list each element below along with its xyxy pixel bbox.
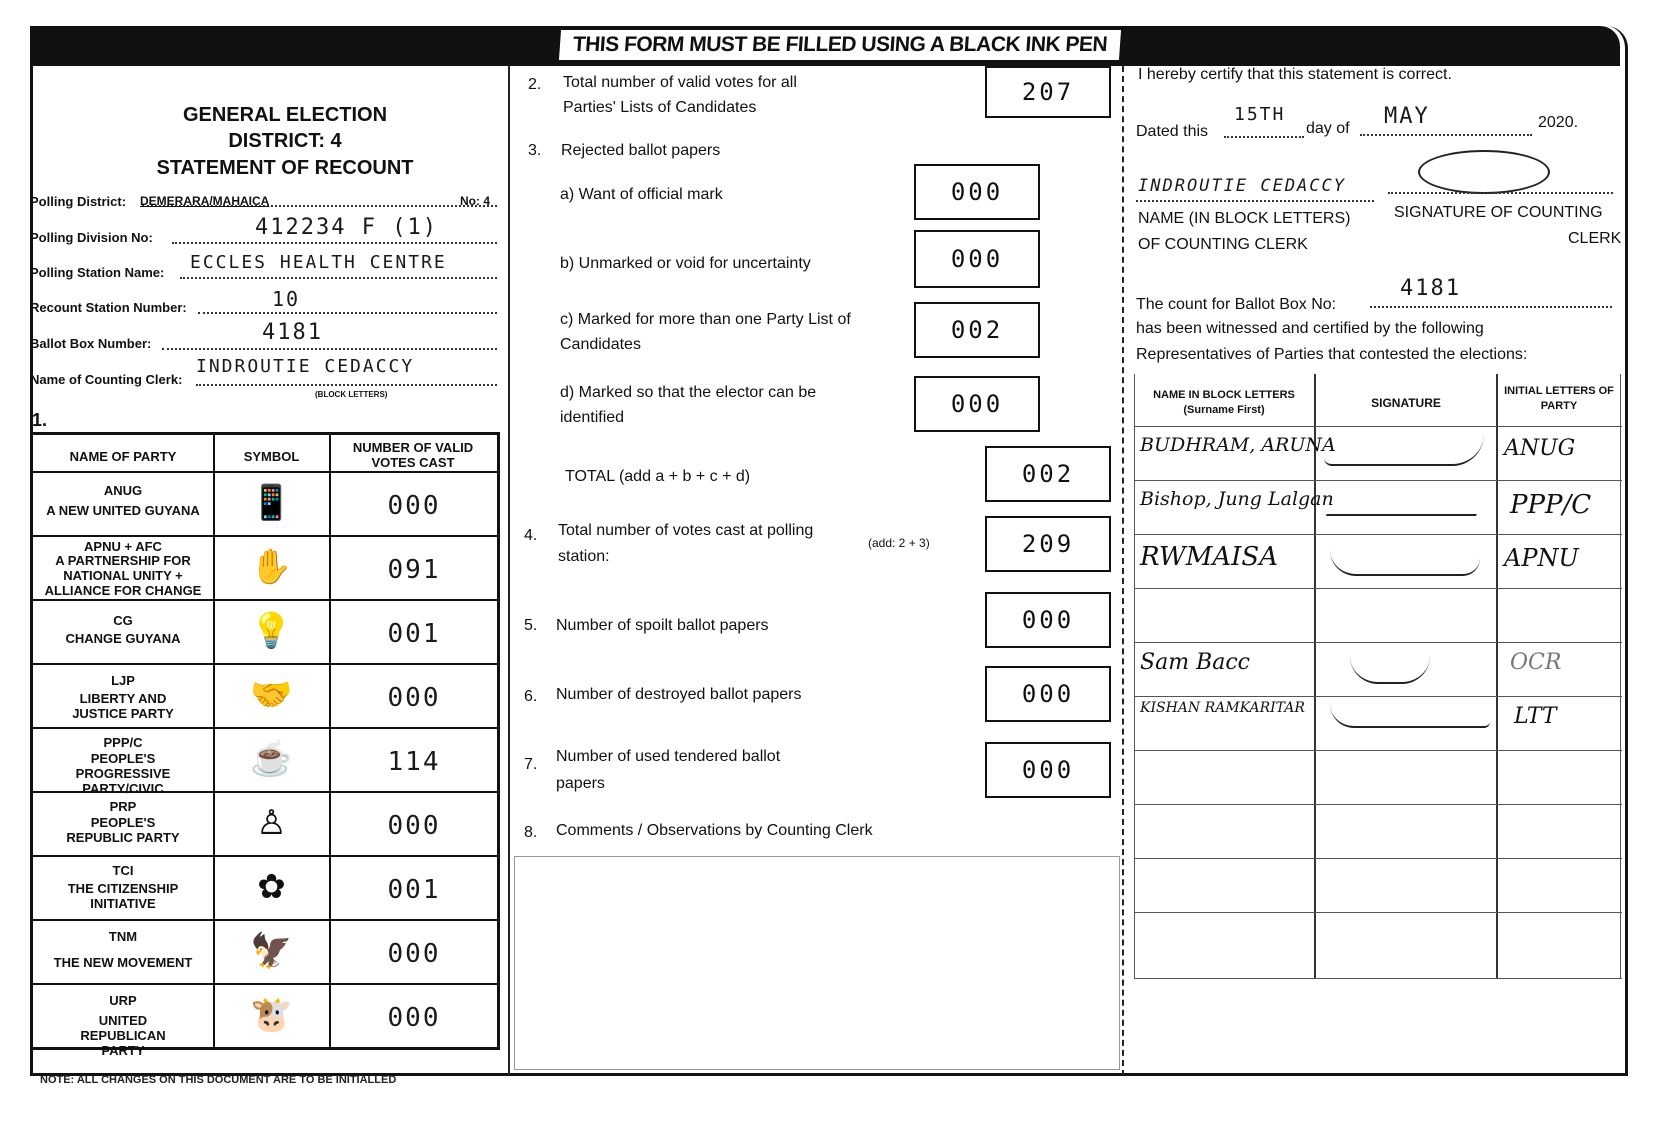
recount-station-value: 10 [272,287,301,311]
certify-text: I hereby certify that this statement is correct. [1138,66,1452,83]
party-abbr: ANUG [103,483,143,498]
rep-party: PPP/C [1510,490,1592,520]
q3a-text: a) Want of official mark [560,186,723,203]
party-header-votes: NUMBER OF VALID VOTES CAST [352,440,474,470]
rep-row-line [1134,642,1622,643]
count-for-label: The count for Ballot Box No: [1136,296,1337,313]
rep-row-line [1134,480,1622,481]
party-votes: 114 [387,747,441,777]
q2-number: 2. [528,76,542,93]
recount-station-line [198,312,497,314]
ballot-box-line [162,348,497,350]
party-votes: 001 [387,619,441,649]
q4-text-b: station: [558,548,610,565]
month-value: MAY [1384,104,1430,129]
q3c-text-b: Candidates [560,336,641,353]
party-abbr: PRP [109,799,137,814]
q4-add-note: (add: 2 + 3) [868,536,930,550]
party-votes: 000 [387,491,441,521]
rep-col-3 [1620,374,1621,979]
party-votes: 000 [387,683,441,713]
party-name: UNITED REPUBLICAN PARTY [80,1013,166,1058]
q7-text-a: Number of used tendered ballot [556,748,781,765]
total-label: TOTAL (add a + b + c + d) [565,468,751,485]
q6-value-box: 000 [985,666,1111,722]
handshake-icon: 🤝 [250,676,293,714]
rep-row-line [1134,696,1622,697]
party-row [33,791,497,855]
sig-label-b: CLERK [1568,230,1622,247]
q3c-text-a: c) Marked for more than one Party List of [560,311,851,328]
rep-row-line [1134,804,1622,805]
clerk-value: INDROUTIE CEDACCY [196,356,415,377]
hand-icon: ✋ [250,548,293,586]
cow-icon: 🐮 [250,996,293,1034]
q4-number: 4. [524,527,538,544]
q3a-value-box: 000 [914,164,1040,220]
clerk-signature-line [1388,192,1613,194]
block-letters-note: (BLOCK LETTERS) [315,390,388,399]
sig-label-a: SIGNATURE OF COUNTING [1394,204,1603,221]
q7-value-box: 000 [985,742,1111,798]
q5-text: Number of spoilt ballot papers [556,617,769,634]
polling-division-label: Polling Division No: [30,230,153,245]
party-name: THE CITIZENSHIP INITIATIVE [67,881,179,911]
party-votes: 001 [387,875,441,905]
q2-text-a: Total number of valid votes for all [563,74,797,91]
party-row [33,919,497,983]
rep-row-line [1134,588,1622,589]
polling-station-value: ECCLES HEALTH CENTRE [190,252,447,273]
divider-left [508,66,510,1076]
rep-row-line [1134,912,1622,913]
total-value-box: 002 [985,446,1111,502]
q3c-value-box: 002 [914,302,1040,358]
party-abbr: PPP/C [103,735,143,750]
rep-header-party: INITIAL LETTERS OF PARTY [1504,385,1614,412]
clerk-name-line [1136,200,1374,202]
party-row [33,855,497,919]
q3-text: Rejected ballot papers [561,142,721,159]
rep-row-line [1134,426,1622,427]
header-line1: GENERAL ELECTION [182,104,388,126]
party-table [30,432,500,1058]
rep-row-line [1134,750,1622,751]
party-abbr: TCI [112,863,134,878]
party-abbr: URP [109,993,137,1008]
divider-right [1122,66,1126,1076]
q5-value-box: 000 [985,592,1111,648]
clerk-label: Name of Counting Clerk: [30,372,183,387]
polling-division-line [172,242,497,244]
rep-signature-mark [1326,494,1484,516]
rep-party: OCR [1510,650,1562,675]
day-line [1224,136,1304,138]
rep-signature-mark [1350,656,1430,684]
month-line [1360,134,1532,136]
rep-name: BUDHRAM, ARUNA [1140,434,1336,456]
q7-text-b: papers [556,775,605,792]
party-row [33,983,497,1058]
rep-signature-mark [1330,704,1490,728]
party-row [33,471,497,535]
recount-station-label: Recount Station Number: [30,300,187,315]
rep-name: Sam Bacc [1140,650,1250,675]
polling-district-label: Polling District: [30,194,127,209]
comments-box [514,856,1120,1070]
day-value: 15TH [1234,104,1286,125]
year-text: 2020. [1538,114,1579,131]
q4-text-a: Total number of votes cast at polling [558,522,814,539]
q3d-text-a: d) Marked so that the elector can be [560,384,817,401]
rep-name: RWMAISA [1140,542,1278,572]
phone-icon: 📱 [250,484,293,522]
rep-col-2 [1496,374,1498,979]
rep-row-line [1134,858,1622,859]
q3-number: 3. [528,142,542,159]
cup-icon: ☕ [250,740,293,778]
witnessed-b: Representatives of Parties that contested the elections: [1136,346,1528,363]
clerk-name-handwritten: INDROUTIE CEDACCY [1138,176,1346,196]
party-name: THE NEW MOVEMENT [53,955,193,970]
footer-note: NOTE: ALL CHANGES ON THIS DOCUMENT ARE TO BE INITIALLED [40,1074,397,1086]
party-abbr: TNM [108,929,138,944]
polling-station-line [180,277,497,279]
ballot-box-label: Ballot Box Number: [30,336,152,351]
count-box-line [1370,306,1612,308]
party-name: PEOPLE'S REPUBLIC PARTY [66,815,180,845]
polling-district-value: DEMERARA/MAHAICA [140,194,270,208]
party-votes: 000 [387,1003,441,1033]
q3d-text-b: identified [560,409,625,426]
rep-header-name: NAME IN BLOCK LETTERS (Surname First) [1153,389,1295,416]
polling-division-value: 412234 F (1) [255,215,438,240]
rep-col-1 [1314,374,1316,979]
header-line3: STATEMENT OF RECOUNT [156,157,414,179]
eagle-icon: 🦅 [250,932,293,970]
witnessed-a: has been witnessed and certified by the following [1136,320,1484,337]
day-of-label: day of [1306,120,1350,137]
ballot-box-value: 4181 [262,320,323,345]
clerk-line [196,384,497,386]
q3b-value-box: 000 [914,230,1040,288]
party-votes: 000 [387,811,441,841]
rep-signature-mark [1330,550,1480,576]
party-header-name: NAME OF PARTY [69,449,177,464]
party-name: PEOPLE'S PROGRESSIVE PARTY/CIVIC [75,751,171,796]
q3d-value-box: 000 [914,376,1040,432]
party-name: CHANGE GUYANA [65,631,181,646]
q7-number: 7. [524,756,538,773]
party-row [33,663,497,727]
q4-value-box: 209 [985,516,1111,572]
q3b-text: b) Unmarked or void for uncertainty [560,255,811,272]
q6-number: 6. [524,688,538,705]
count-box-value: 4181 [1400,276,1461,301]
rep-name: Bishop, Jung Lalgan [1140,488,1334,510]
rep-col-0 [1134,374,1135,979]
q8-number: 8. [524,824,538,841]
party-abbr: LJP [111,673,135,688]
party-row [33,599,497,663]
dated-this-label: Dated this [1136,123,1209,140]
party-votes: 000 [387,939,441,969]
lightbulb-icon: 💡 [250,612,293,650]
party-abbr: CG [113,613,133,628]
party-name: A NEW UNITED GUYANA [46,503,200,518]
q2-text-b: Parties' Lists of Candidates [563,99,757,116]
clerk-signature-mark [1418,150,1550,194]
q6-text: Number of destroyed ballot papers [556,686,802,703]
party-name: A PARTNERSHIP FOR NATIONAL UNITY + ALLIANCE FOR CHANGE [44,553,202,598]
party-row [33,727,497,796]
rep-row-line [1134,534,1622,535]
rep-party: ANUG [1504,436,1576,461]
name-label-a: NAME (IN BLOCK LETTERS) [1138,210,1351,227]
section1-number: 1. [32,410,48,430]
flower-icon: ✿ [257,868,286,906]
polling-station-label: Polling Station Name: [30,265,165,280]
party-row [33,535,497,599]
rep-row-line [1134,978,1622,979]
q8-text: Comments / Observations by Counting Clerk [556,822,873,839]
rep-party: APNU [1504,544,1579,572]
rep-signature-mark [1324,434,1484,466]
party-header-symbol: SYMBOL [243,449,300,464]
rep-name: KISHAN RAMKARITAR [1140,700,1305,716]
header-line2: DISTRICT: 4 [228,130,342,152]
party-votes: 091 [387,555,441,585]
rep-party: LTT [1514,704,1557,729]
q2-value-box: 207 [985,66,1111,118]
banner-title: THIS FORM MUST BE FILLED USING A BLACK INK PEN [559,30,1121,60]
name-label-b: OF COUNTING CLERK [1138,236,1308,253]
polling-district-no: No: 4 [460,194,490,208]
q5-number: 5. [524,617,538,634]
rep-table [1134,374,1622,979]
party-abbr: APNU + AFC [84,539,162,554]
party-name: LIBERTY AND JUSTICE PARTY [72,691,174,721]
lantern-icon: ♙ [256,804,287,842]
rep-header-signature: SIGNATURE [1371,396,1441,410]
